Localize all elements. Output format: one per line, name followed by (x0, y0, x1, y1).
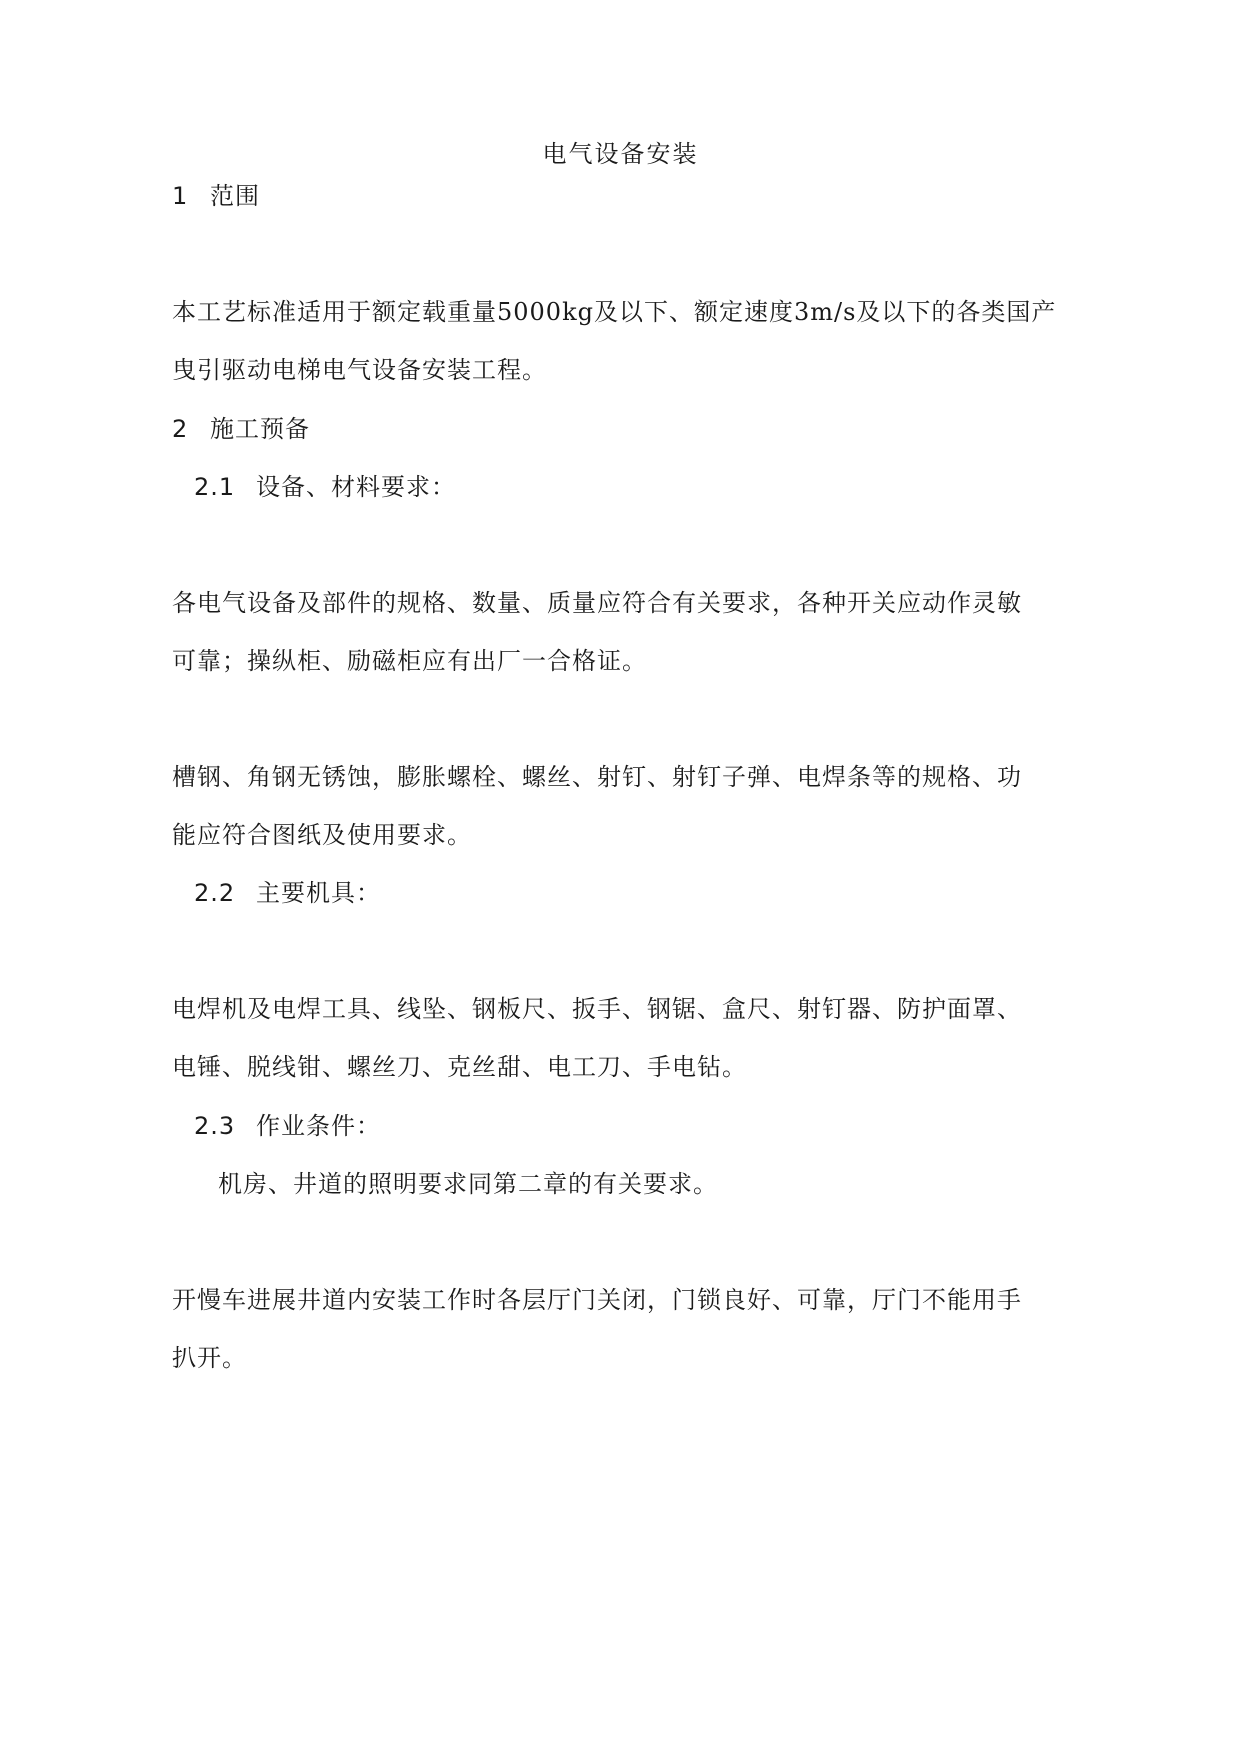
section-heading-scope (172, 181, 260, 211)
paragraph-line: 机房、井道的照明要求同第二章的有关要求。 (218, 1170, 718, 1198)
paragraph-line: 电焊机及电焊工具、线坠、钢板尺、扳手、钢锯、盒尺、射钉器、防护面罩、 (172, 995, 1022, 1023)
paragraph-line: 扒开。 (172, 1344, 247, 1372)
section-number: 2 (172, 415, 189, 443)
subsection-number: 2.2 (194, 879, 236, 907)
section-number: 1 (172, 182, 189, 210)
subsection-number: 2.3 (194, 1112, 236, 1140)
subsection-heading-materials (194, 472, 456, 502)
subsection-number: 2.1 (194, 473, 236, 501)
subsection-title: 主要机具： (256, 879, 381, 907)
section-title: 范围 (210, 182, 260, 210)
subsection-heading-conditions (194, 1111, 381, 1141)
paragraph-line: 电锤、脱线钳、螺丝刀、克丝甜、电工刀、手电钻。 (172, 1053, 747, 1081)
section-title: 施工预备 (210, 415, 310, 443)
subsection-heading-tools (194, 878, 381, 908)
section-heading-preparation (172, 414, 310, 444)
paragraph-line: 曳引驱动电梯电气设备安装工程。 (172, 356, 547, 384)
paragraph-line: 各电气设备及部件的规格、数量、质量应符合有关要求，各种开关应动作灵敏 (172, 589, 1022, 617)
page-title: 电气设备安装 (542, 140, 699, 168)
paragraph-line: 能应符合图纸及使用要求。 (172, 821, 472, 849)
paragraph-line: 开慢车进展井道内安装工作时各层厅门关闭，门锁良好、可靠，厅门不能用手 (172, 1286, 1022, 1314)
subsection-title: 设备、材料要求： (256, 473, 456, 501)
paragraph-line: 本工艺标准适用于额定载重量5000kg及以下、额定速度3m/s及以下的各类国产 (172, 298, 1057, 326)
paragraph-line: 槽钢、角钢无锈蚀，膨胀螺栓、螺丝、射钉、射钉子弹、电焊条等的规格、功 (172, 763, 1022, 791)
subsection-title: 作业条件： (256, 1112, 381, 1140)
paragraph-line: 可靠；操纵柜、励磁柜应有出厂一合格证。 (172, 647, 647, 675)
